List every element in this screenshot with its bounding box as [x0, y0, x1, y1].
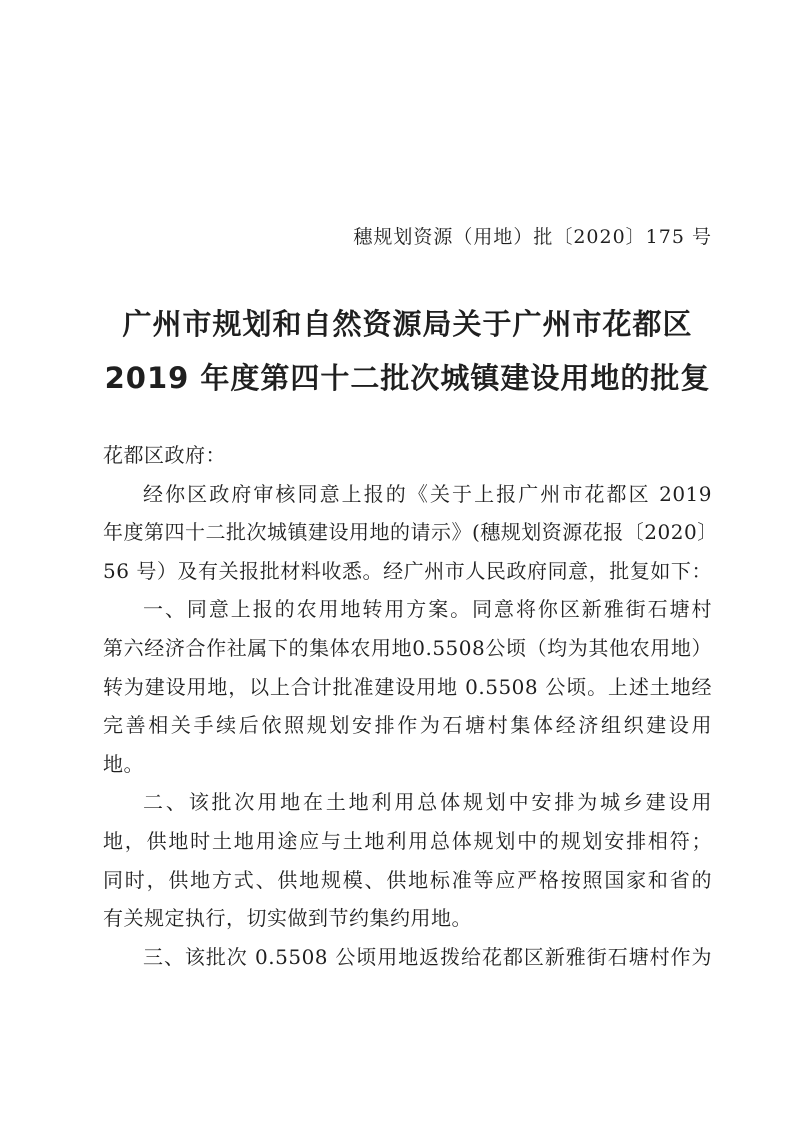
body-line: 三、该批次 0.5508 公顷用地返拨给花都区新雅街石塘村作为: [143, 944, 712, 969]
body-line: 二、该批次用地在土地利用总体规划中安排为城乡建设用: [143, 790, 712, 815]
body-line: 年度第四十二批次城镇建设用地的请示》(穗规划资源花报〔2020〕: [103, 520, 718, 545]
body-line: 地。: [103, 751, 144, 776]
body-line: 完善相关手续后依照规划安排作为石塘村集体经济组织建设用: [103, 713, 712, 738]
body-line: 一、同意上报的农用地转用方案。同意将你区新雅街石塘村: [143, 597, 712, 622]
document-content: [103, 0, 718, 1131]
document-title: [93, 297, 722, 405]
body-line: 地，供地时土地用途应与土地利用总体规划中的规划安排相符；: [103, 828, 712, 853]
document-title-line1: 广州市规划和自然资源局关于广州市花都区: [122, 307, 693, 341]
document-title-line2: 2019 年度第四十二批次城镇建设用地的批复: [104, 361, 711, 395]
body-line: 同时，供地方式、供地规模、供地标准等应严格按照国家和省的: [103, 867, 712, 892]
document-body: [103, 436, 718, 976]
body-line: 56 号）及有关报批材料收悉。经广州市人民政府同意，批复如下：: [103, 558, 712, 583]
document-number: 穗规划资源（用地）批〔2020〕175 号: [353, 226, 712, 248]
salutation: 花都区政府：: [103, 443, 226, 467]
body-line: 经你区政府审核同意上报的《关于上报广州市花都区 2019: [143, 481, 712, 506]
body-line: 有关规定执行，切实做到节约集约用地。: [103, 906, 472, 931]
body-line: 第六经济合作社属下的集体农用地0.5508公顷（均为其他农用地）: [103, 635, 712, 660]
body-line: 转为建设用地，以上合计批准建设用地 0.5508 公顷。上述土地经: [103, 674, 712, 699]
